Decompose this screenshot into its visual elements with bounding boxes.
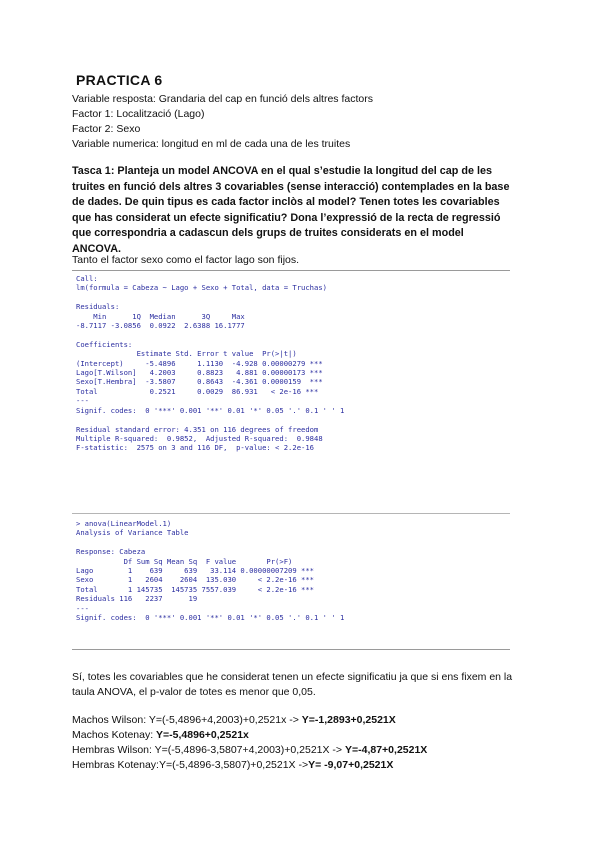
- numeric-variable-line: Variable numerica: longitud en ml de cada una de les truites: [72, 138, 351, 150]
- equation-hembras-kotenay: Hembras Kotenay:Y=(-5,4896-3,5807)+0,2521X ->Y= -9,07+0,2521X: [72, 759, 394, 771]
- lm-summary-output: Call: lm(formula = Cabeza ~ Lago + Sexo + Total, data = Truchas) Residuals: Min 1Q Median 3Q Max -8.7117 -3.0856 0.0922 2.6388 16.1777 Coefficients: Estimate Std. Error t value Pr(>|t|) (Intercept) -5.4896 1.1130 -4.928 0.00000279 *** Lago[T.Wilson] 4.2003 0.8823 4.881 0.00000173 *** Sexo[T.Hembra] -3.5807 0.8643 -4.361 0.0000159 *** Total 0.2521 0.0029 86.931 < 2e-16 *** --- Signif. codes: 0 '***' 0.001 '**' 0.01 '*' 0.05 '.' 0.1 ' ' 1 Residual standard error: 4.351 on 116 degrees of freedom Multiple R-squared: 0.9852, Adjusted R-squared: 0.9848 F-statistic: 2575 on 3 and 116 DF, p-value: < 2.2e-16: [76, 274, 345, 453]
- regression-equations: [72, 713, 427, 773]
- factors-note: Tanto el factor sexo como el factor lago son fijos.: [72, 254, 300, 266]
- equation-machos-wilson: Machos Wilson: Y=(-5,4896+4,2003)+0,2521x -> Y=-1,2893+0,2521X: [72, 714, 396, 726]
- equation-machos-kotenay: Machos Kotenay: Y=-5,4896+0,2521x: [72, 729, 249, 741]
- intro-block: [72, 92, 373, 152]
- answer-paragraph: Sí, totes les covariables que he considerat tenen un efecte significatiu ja que si ens fixem en la taula ANOVA, el p-valor de totes es menor que 0,05.: [72, 671, 513, 698]
- task-statement: Tasca 1: Planteja un model ANCOVA en el qual s’estudie la longitud del cap de les truites en funció dels altres 3 covariables (sense interacció) contemplades en la base de dades. De quin tipus es cada factor inclòs al model? Tenen totes les covariables que has considerat un efecte significatiu? Dona l’expressió de la recta de regressió que correspondria a cadascun dels grups de truites considerats en el model ANCOVA.: [72, 165, 510, 255]
- page-title: PRACTICA 6: [76, 72, 163, 88]
- anova-table-output: > anova(LinearModel.1) Analysis of Variance Table Response: Cabeza Df Sum Sq Mean Sq F value Pr(>F) Lago 1 639 639 33.114 0.00000007209 *** Sexo 1 2604 2604 135.030 < 2.2e-16 *** Total 1 145735 145735 7557.039 < 2.2e-16 *** Residuals 116 2237 19 --- Signif. codes: 0 '***' 0.001 '**' 0.01 '*' 0.05 '.' 0.1 ' ' 1: [76, 519, 345, 623]
- equation-hembras-wilson: Hembras Wilson: Y=(-5,4896-3,5807+4,2003)+0,2521X -> Y=-4,87+0,2521X: [72, 744, 428, 756]
- response-variable-line: Variable resposta: Grandaria del cap en funció dels altres factors: [72, 93, 373, 105]
- r-console-screenshot: [72, 270, 510, 650]
- factor-2-line: Factor 2: Sexo: [72, 123, 141, 135]
- factor-1-line: Factor 1: Localització (Lago): [72, 108, 205, 120]
- console-divider: [72, 513, 510, 514]
